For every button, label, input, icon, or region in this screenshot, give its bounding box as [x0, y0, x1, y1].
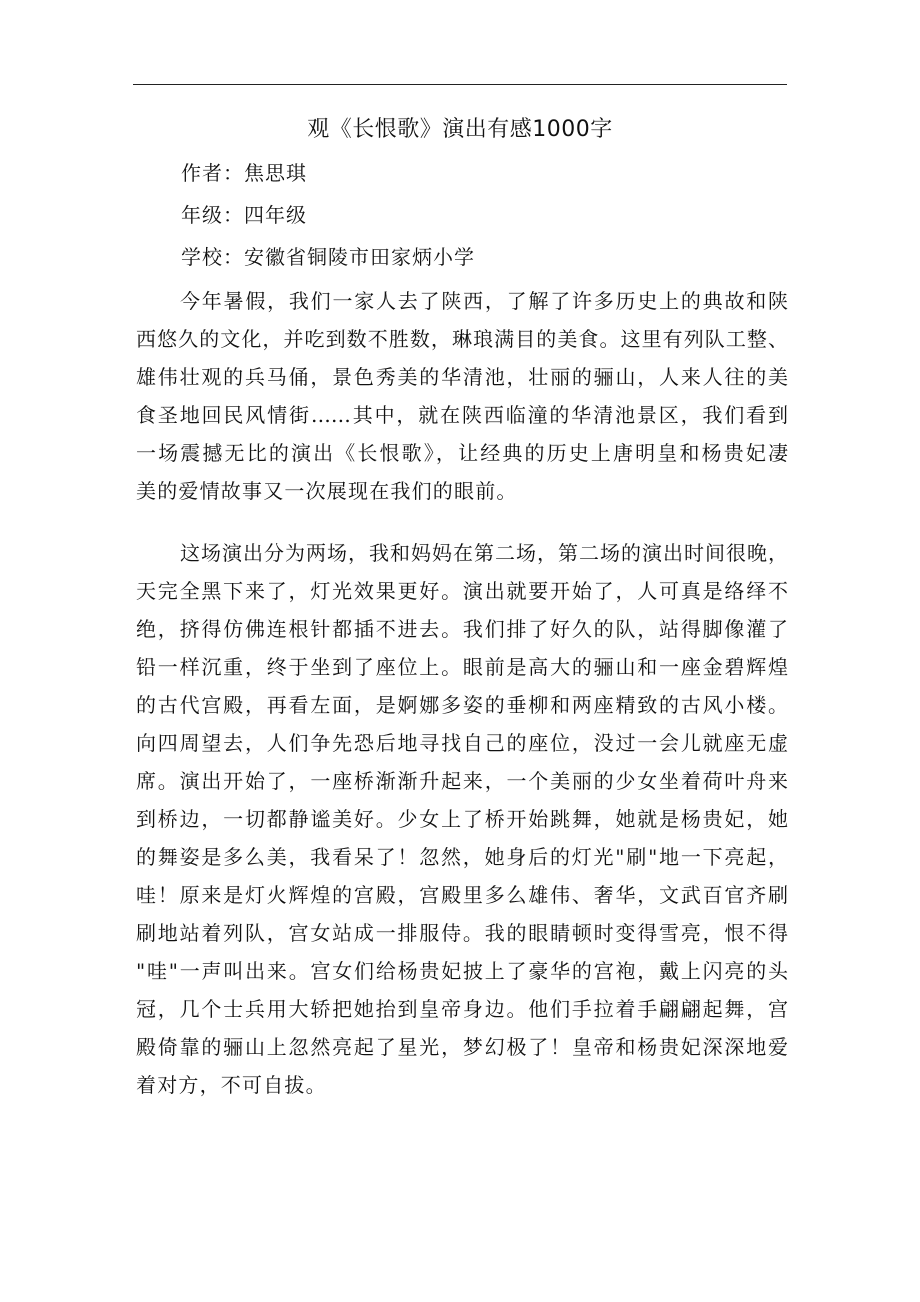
text-line: 到桥边，一切都静谧美好。少女上了桥开始跳舞，她就是杨贵妃，她 [136, 807, 788, 831]
header-rule [133, 84, 787, 85]
grade-line: 年级：四年级 [181, 203, 307, 227]
document-title: 观《长恨歌》演出有感1000字 [307, 117, 613, 142]
text-line: 哇！原来是灯火辉煌的宫殿，宫殿里多么雄伟、奢华，文武百官齐刷 [136, 883, 788, 907]
text-line: 一场震撼无比的演出《长恨歌》，让经典的历史上唐明皇和杨贵妃凄 [136, 441, 788, 465]
text-line: 天完全黑下来了，灯光效果更好。演出就要开始了，人可真是络绎不 [136, 579, 788, 603]
text-line: 着对方，不可自拔。 [136, 1073, 327, 1097]
text-line: 的古代宫殿，再看左面，是婀娜多姿的垂柳和两座精致的古风小楼。 [136, 693, 788, 717]
text-line: 刷地站着列队，宫女站成一排服侍。我的眼睛顿时变得雪亮，恨不得 [136, 921, 788, 945]
school-line: 学校：安徽省铜陵市田家炳小学 [181, 245, 475, 269]
text-line: 食圣地回民风情街……其中，就在陕西临潼的华清池景区，我们看到 [136, 403, 788, 427]
text-line: 的舞姿是多么美，我看呆了！忽然，她身后的灯光"刷"地一下亮起， [136, 845, 788, 869]
text-line: 向四周望去，人们争先恐后地寻找自己的座位，没过一会儿就座无虚 [136, 731, 788, 755]
text-line: 席。演出开始了，一座桥渐渐升起来，一个美丽的少女坐着荷叶舟来 [136, 769, 788, 793]
text-line: 今年暑假，我们一家人去了陕西，了解了许多历史上的典故和陕 [180, 289, 788, 313]
text-line: 雄伟壮观的兵马俑，景色秀美的华清池，壮丽的骊山，人来人往的美 [136, 365, 788, 389]
text-line: 铅一样沉重，终于坐到了座位上。眼前是高大的骊山和一座金碧辉煌 [136, 655, 788, 679]
text-line: 西悠久的文化，并吃到数不胜数，琳琅满目的美食。这里有列队工整、 [136, 327, 788, 351]
text-line: 美的爱情故事又一次展现在我们的眼前。 [136, 479, 518, 503]
text-line: 这场演出分为两场，我和妈妈在第二场，第二场的演出时间很晚， [180, 541, 788, 565]
paragraph-2 [136, 534, 788, 1104]
paragraph-1 [136, 282, 788, 510]
text-line: 冠，几个士兵用大轿把她抬到皇帝身边。他们手拉着手翩翩起舞，宫 [136, 997, 788, 1021]
text-line: 殿倚靠的骊山上忽然亮起了星光，梦幻极了！皇帝和杨贵妃深深地爱 [136, 1035, 788, 1059]
text-line: 绝，挤得仿佛连根针都插不进去。我们排了好久的队，站得脚像灌了 [136, 617, 788, 641]
author-line: 作者：焦思琪 [181, 161, 307, 185]
text-line: "哇"一声叫出来。宫女们给杨贵妃披上了豪华的宫袍，戴上闪亮的头 [136, 959, 788, 983]
